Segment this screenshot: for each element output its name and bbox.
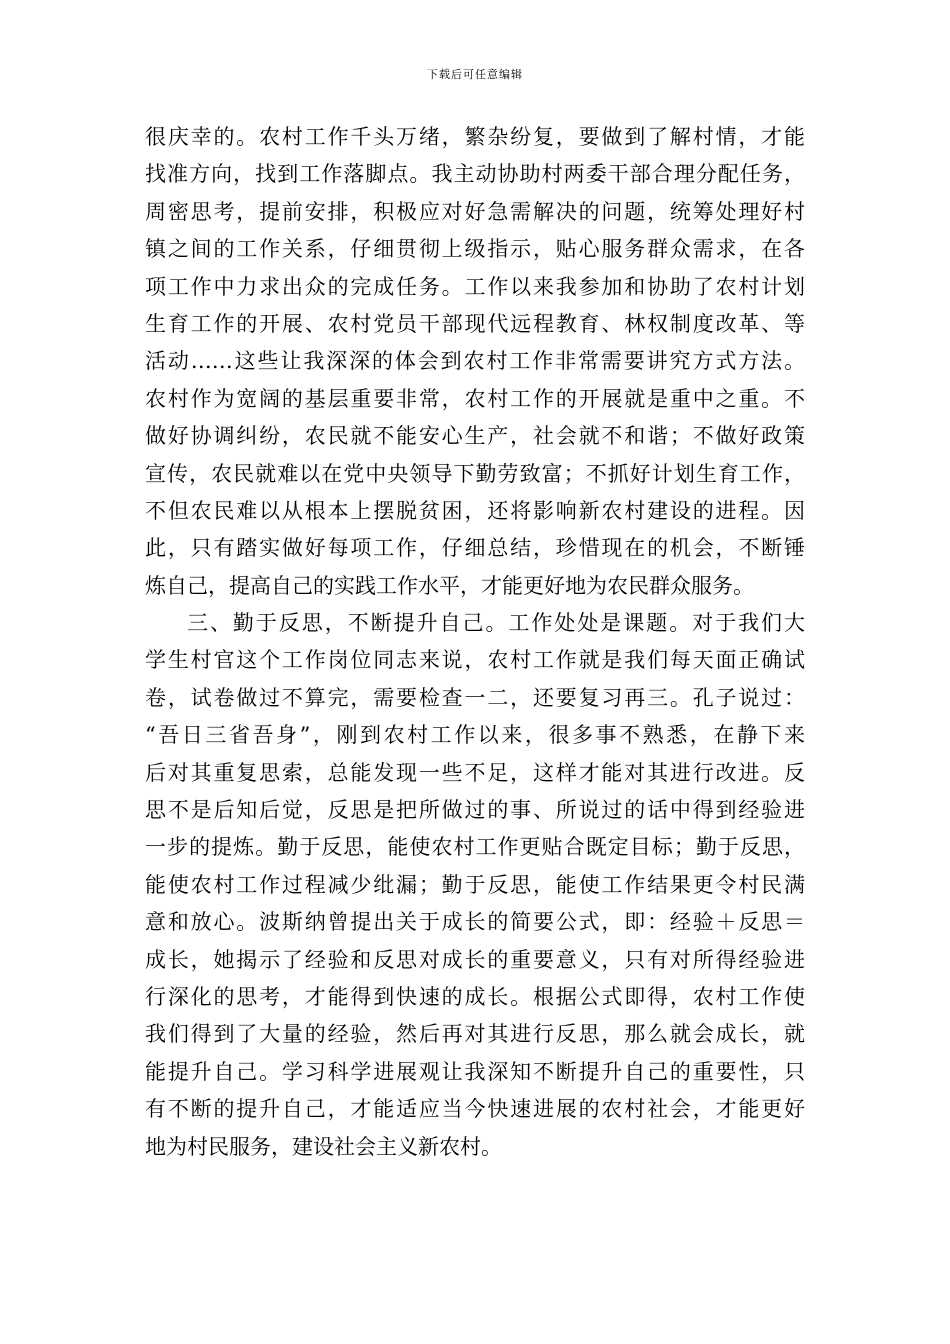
- text-line: 意和放心。波斯纳曾提出关于成长的简要公式，即：经验＋反思＝: [145, 910, 805, 935]
- text-line: 后对其重复思索，总能发现一些不足，这样才能对其进行改进。反: [145, 760, 805, 785]
- text-line: 行深化的思考，才能得到快速的成长。根据公式即得，农村工作使: [145, 984, 805, 1009]
- text-line: 周密思考，提前安排，积极应对好急需解决的问题，统筹处理好村: [145, 199, 805, 224]
- text-line: 很庆幸的。农村工作千头万绪，繁杂纷复，要做到了解村情，才能: [145, 125, 805, 149]
- text-line: 做好协调纠纷，农民就不能安心生产，社会就不和谐；不做好政策: [145, 424, 805, 449]
- paragraph-start-line: 三、勤于反思，不断提升自己。工作处处是课题。对于我们大: [187, 611, 805, 636]
- text-line: 此，只有踏实做好每项工作，仔细总结，珍惜现在的机会，不断锤: [145, 536, 805, 561]
- text-line: “吾日三省吾身”，刚到农村工作以来，很多事不熟悉，在静下来: [145, 723, 805, 748]
- document-body: [145, 119, 805, 1166]
- text-line: 一步的提炼。勤于反思，能使农村工作更贴合既定目标；勤于反思，: [145, 835, 805, 860]
- text-line: 能提升自己。学习科学进展观让我深知不断提升自己的重要性，只: [145, 1059, 805, 1084]
- text-line: 能使农村工作过程减少纰漏；勤于反思，能使工作结果更令村民满: [145, 872, 805, 897]
- text-line: 炼自己，提高自己的实践工作水平，才能更好地为农民群众服务。: [145, 573, 754, 598]
- page-header: 下载后可任意编辑: [427, 68, 523, 81]
- text-line: 镇之间的工作关系，仔细贯彻上级指示，贴心服务群众需求，在各: [145, 237, 805, 262]
- text-line: 我们得到了大量的经验，然后再对其进行反思，那么就会成长，就: [145, 1022, 805, 1047]
- text-line: 找准方向，找到工作落脚点。我主动协助村两委干部合理分配任务，: [145, 162, 805, 187]
- text-line: 地为村民服务，建设社会主义新农村。: [145, 1134, 502, 1159]
- text-line: 思不是后知后觉，反思是把所做过的事、所说过的话中得到经验进: [145, 798, 805, 823]
- text-line: 农村作为宽阔的基层重要非常，农村工作的开展就是重中之重。不: [145, 386, 805, 411]
- text-line: 生育工作的开展、农村党员干部现代远程教育、林权制度改革、等: [145, 311, 805, 336]
- text-line: 宣传，农民就难以在党中央领导下勤劳致富；不抓好计划生育工作，: [145, 461, 805, 486]
- text-line: 项工作中力求出众的完成任务。工作以来我参加和协助了农村计划: [145, 274, 805, 299]
- text-line: 活动……这些让我深深的体会到农村工作非常需要讲究方式方法。: [145, 349, 805, 374]
- text-line: 不但农民难以从根本上摆脱贫困，还将影响新农村建设的进程。因: [145, 498, 805, 523]
- text-line: 学生村官这个工作岗位同志来说，农村工作就是我们每天面正确试: [145, 648, 805, 673]
- text-line: 卷，试卷做过不算完，需要检查一二，还要复习再三。孔子说过：: [145, 685, 805, 710]
- text-line: 有不断的提升自己，才能适应当今快速进展的农村社会，才能更好: [145, 1097, 805, 1122]
- text-line: 成长，她揭示了经验和反思对成长的重要意义，只有对所得经验进: [145, 947, 805, 972]
